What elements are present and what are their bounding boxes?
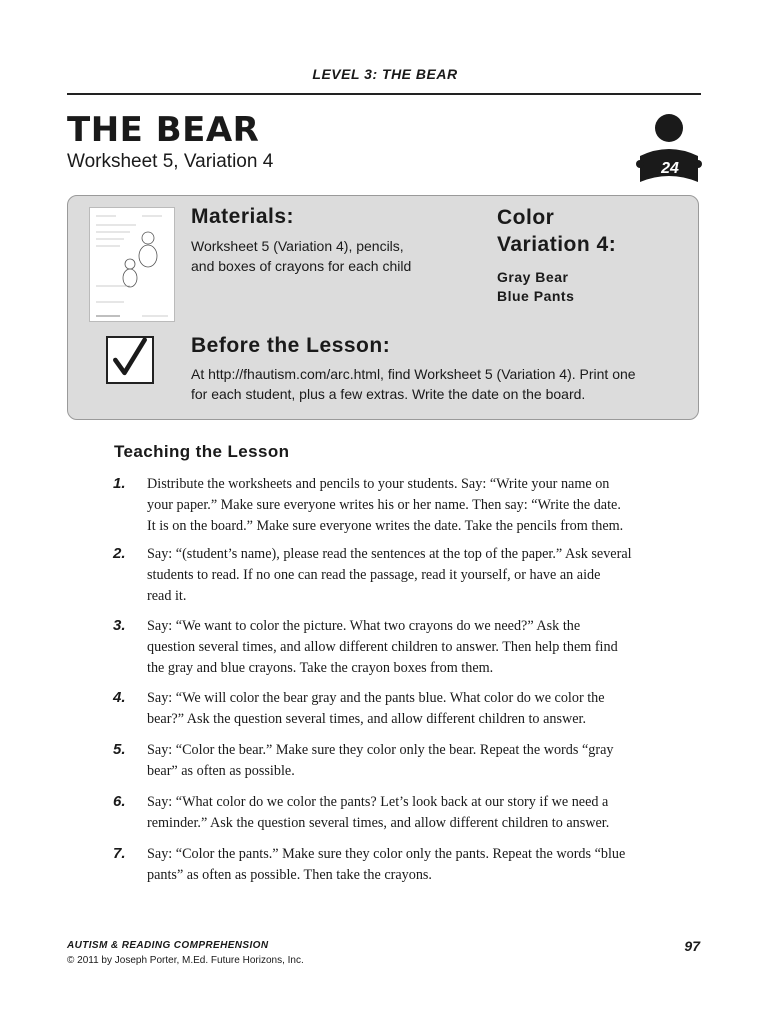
materials-line-2: and boxes of crayons for each child	[191, 258, 412, 274]
step-line: read it.	[147, 588, 187, 604]
step-text	[147, 544, 667, 607]
color-item-bear: Gray Bear	[497, 269, 569, 285]
step-number: 6.	[113, 793, 126, 810]
step-line: Distribute the worksheets and pencils to your students. Say: “Write your name on	[147, 476, 610, 492]
step-line: It is on the board.” Make sure everyone writes the date. Take the pencils from them.	[147, 518, 624, 534]
step-line: Say: “What color do we color the pants? Let’s look back at our story if we need a	[147, 794, 609, 810]
teaching-heading: Teaching the Lesson	[114, 442, 290, 461]
step-line: Say: “We want to color the picture. What two crayons do we need?” Ask the	[147, 618, 581, 634]
color-item-pants: Blue Pants	[497, 288, 575, 304]
step-line: Say: “We will color the bear gray and the pants blue. What color do we color the	[147, 690, 605, 706]
step-line: Say: “Color the bear.” Make sure they color only the bear. Repeat the words “gray	[147, 742, 614, 758]
color-variation-heading	[497, 204, 687, 258]
materials-heading: Materials:	[191, 205, 295, 228]
step-text	[147, 474, 667, 537]
step-text	[147, 792, 667, 834]
footer-copyright: © 2011 by Joseph Porter, M.Ed. Future Horizons, Inc.	[67, 955, 304, 966]
step-number: 3.	[113, 617, 126, 634]
step-text	[147, 740, 667, 782]
materials-line-1: Worksheet 5 (Variation 4), pencils,	[191, 238, 404, 254]
step-line: reminder.” Ask the question several times, and allow different children to answer.	[147, 815, 610, 831]
step-line: the gray and blue crayons. Take the crayon boxes from them.	[147, 660, 494, 676]
step-line: bear” as often as possible.	[147, 763, 295, 779]
page-subtitle: Worksheet 5, Variation 4	[67, 151, 274, 172]
step-line: your paper.” Make sure everyone writes his or her name. Then say: “Write the date.	[147, 497, 621, 513]
step-text	[147, 616, 667, 679]
step-number: 2.	[113, 545, 126, 562]
step-line: question several times, and allow different children to answer. Then help them find	[147, 639, 618, 655]
step-number: 1.	[113, 475, 126, 492]
step-line: students to read. If no one can read the passage, read it yourself, or have an aide	[147, 567, 601, 583]
step-number: 7.	[113, 845, 126, 862]
checkmark-icon	[106, 336, 154, 384]
header-rule	[67, 93, 701, 95]
step-line: Say: “(student’s name), please read the sentences at the top of the paper.” Ask several	[147, 546, 632, 562]
badge-number: 24	[661, 160, 679, 177]
before-lesson-line-1: At http://fhautism.com/arc.html, find Worksheet 5 (Variation 4). Print one	[191, 366, 636, 382]
before-lesson-line-2: for each student, plus a few extras. Write the date on the board.	[191, 386, 586, 402]
level-header: LEVEL 3: THE BEAR	[312, 66, 458, 82]
reader-badge-icon	[636, 112, 702, 190]
color-variation-heading-line-2: Variation 4:	[497, 233, 617, 256]
step-text	[147, 688, 667, 730]
worksheet-thumbnail	[89, 207, 175, 322]
step-line: bear?” Ask the question several times, and allow different children to answer.	[147, 711, 587, 727]
step-number: 4.	[113, 689, 126, 706]
step-number: 5.	[113, 741, 126, 758]
color-variation-heading-line-1: Color	[497, 206, 555, 229]
page-title: THE BEAR	[67, 110, 260, 150]
before-lesson-heading: Before the Lesson:	[191, 334, 391, 357]
step-text	[147, 844, 667, 886]
page-number: 97	[684, 938, 700, 954]
step-line: pants” as often as possible. Then take the crayons.	[147, 867, 432, 883]
step-line: Say: “Color the pants.” Make sure they color only the pants. Repeat the words “blue	[147, 846, 626, 862]
footer-book-title: AUTISM & READING COMPREHENSION	[67, 940, 269, 951]
